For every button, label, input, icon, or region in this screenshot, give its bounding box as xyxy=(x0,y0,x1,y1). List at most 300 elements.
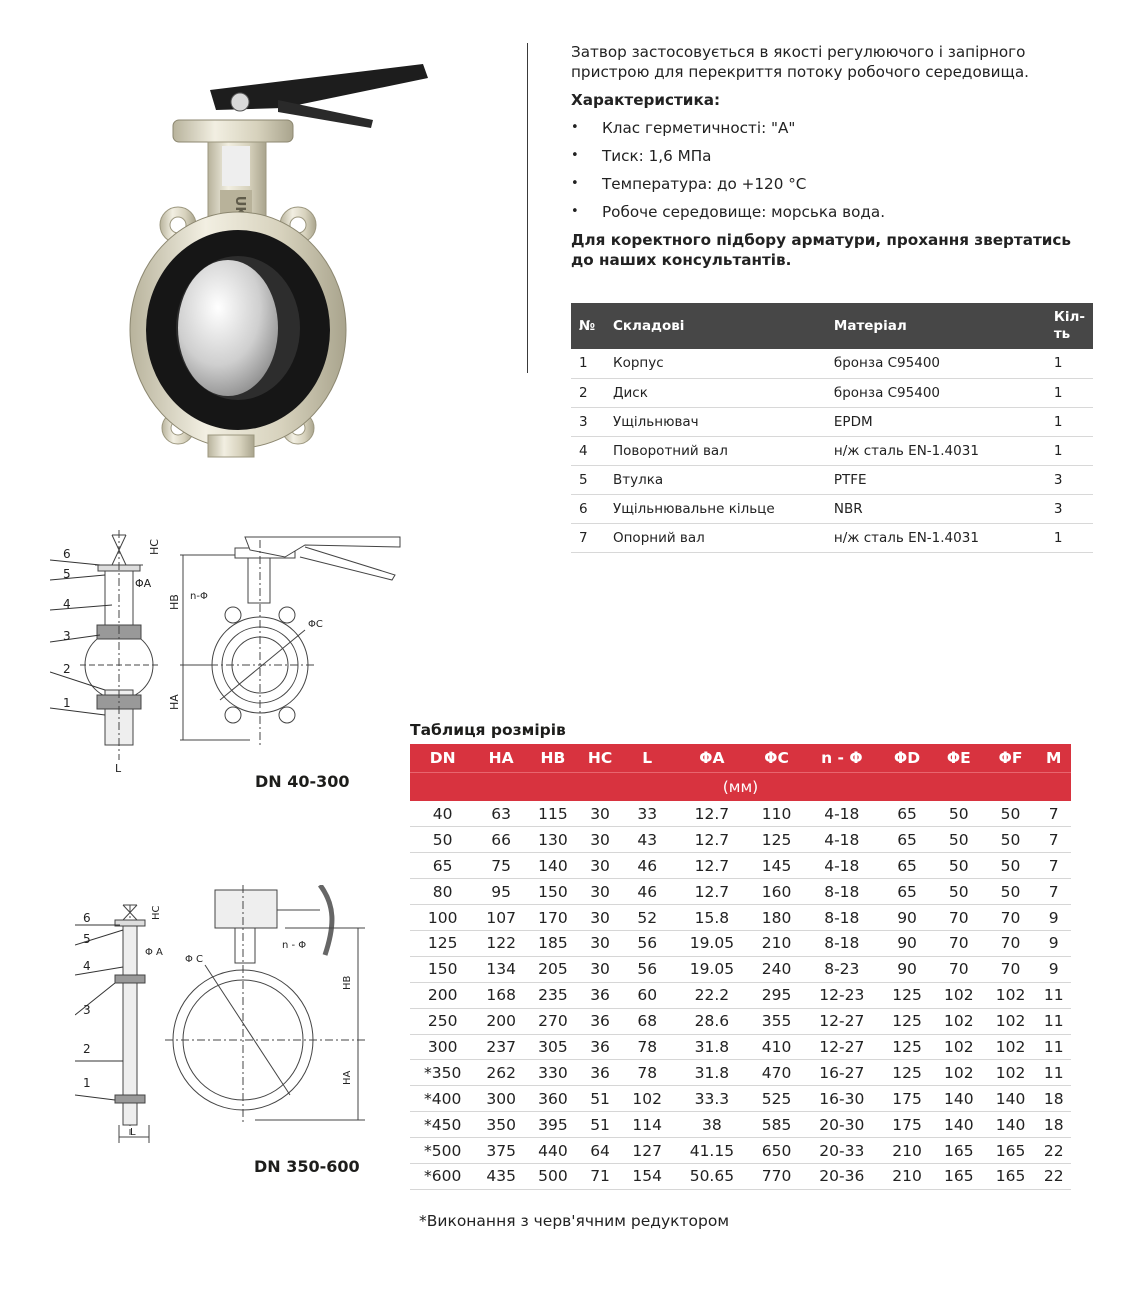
dimension-cell: 50 xyxy=(933,801,985,827)
part-material: н/ж сталь EN-1.4031 xyxy=(826,436,1046,465)
dimension-cell: 330 xyxy=(527,1060,579,1086)
dimension-cell: 68 xyxy=(621,1008,673,1034)
dimensions-row xyxy=(410,879,1071,905)
dimension-cell: 165 xyxy=(933,1138,985,1164)
dimension-cell: 9 xyxy=(1036,956,1071,982)
dimension-cell: 125 xyxy=(881,1008,933,1034)
dimension-cell: 770 xyxy=(751,1163,803,1189)
dimension-cell: 168 xyxy=(475,982,527,1008)
dimension-cell: 12-23 xyxy=(802,982,881,1008)
dimension-cell: 250 xyxy=(410,1008,475,1034)
dimension-cell: 11 xyxy=(1036,1060,1071,1086)
dimension-cell: 154 xyxy=(621,1163,673,1189)
dimension-cell: 134 xyxy=(475,956,527,982)
part-name: Поворотний вал xyxy=(605,436,826,465)
dimensions-row xyxy=(410,905,1071,931)
drawing-dn40-300 xyxy=(50,515,410,784)
dimension-cell: 110 xyxy=(751,801,803,827)
dimension-cell: 127 xyxy=(621,1138,673,1164)
dimension-cell: 205 xyxy=(527,956,579,982)
dimensions-row xyxy=(410,1086,1071,1112)
part-quantity: 3 xyxy=(1046,494,1093,523)
dimension-cell: 235 xyxy=(527,982,579,1008)
dimension-cell: 50 xyxy=(985,801,1037,827)
characteristics-heading: Характеристика: xyxy=(571,91,721,109)
dimensions-col-header: HA xyxy=(475,744,527,772)
callout-1: 1 xyxy=(63,696,71,710)
drawing-label-dn350-600: DN 350-600 xyxy=(254,1157,360,1176)
dimension-cell: 165 xyxy=(933,1163,985,1189)
dimension-cell: 114 xyxy=(621,1112,673,1138)
dimension-cell: 7 xyxy=(1036,879,1071,905)
dimensions-col-header: ΦE xyxy=(933,744,985,772)
dimension-cell: 66 xyxy=(475,827,527,853)
dimensions-row xyxy=(410,930,1071,956)
dimensions-row xyxy=(410,853,1071,879)
dimension-cell: 100 xyxy=(410,905,475,931)
dimension-cell: 115 xyxy=(527,801,579,827)
dimension-cell: 50 xyxy=(410,827,475,853)
col-material: Матеріал xyxy=(826,303,1046,349)
dimension-cell: 170 xyxy=(527,905,579,931)
intro-text: Затвор застосовується в якості регулюючого і запірного пристрою для перекриття потоку робочого середовища. xyxy=(571,43,1029,81)
dimension-cell: 145 xyxy=(751,853,803,879)
part-number: 7 xyxy=(571,523,605,552)
dimension-cell: 130 xyxy=(527,827,579,853)
dimension-cell: 33.3 xyxy=(673,1086,751,1112)
part-material: PTFE xyxy=(826,465,1046,494)
svg-text:5: 5 xyxy=(83,932,91,946)
dimension-cell: 16-30 xyxy=(802,1086,881,1112)
dimension-cell: 65 xyxy=(410,853,475,879)
parts-table-row xyxy=(571,523,1093,552)
dimension-cell: 20-33 xyxy=(802,1138,881,1164)
dimension-cell: 70 xyxy=(985,905,1037,931)
dimension-cell: 7 xyxy=(1036,827,1071,853)
dimension-cell: 50 xyxy=(933,853,985,879)
dimension-cell: 125 xyxy=(410,930,475,956)
dimensions-header-row xyxy=(410,744,1071,772)
svg-text:2: 2 xyxy=(83,1042,91,1056)
dimension-cell: 125 xyxy=(881,982,933,1008)
dimension-cell: 30 xyxy=(579,905,622,931)
dimensions-unit-row xyxy=(410,772,1071,801)
footnote-worm-gear: *Виконання з черв'ячним редуктором xyxy=(419,1212,730,1230)
dimension-cell: 102 xyxy=(933,1060,985,1086)
dimension-cell: 50 xyxy=(933,879,985,905)
dimension-cell: 650 xyxy=(751,1138,803,1164)
dimension-cell: 15.8 xyxy=(673,905,751,931)
dimension-cell: 70 xyxy=(985,930,1037,956)
dimension-cell: *350 xyxy=(410,1060,475,1086)
dimension-cell: 43 xyxy=(621,827,673,853)
callout-3: 3 xyxy=(63,629,71,643)
dimensions-row xyxy=(410,982,1071,1008)
svg-text:HB: HB xyxy=(342,975,353,990)
dimension-cell: 140 xyxy=(933,1112,985,1138)
dimension-cell: 180 xyxy=(751,905,803,931)
callout-2: 2 xyxy=(63,662,71,676)
svg-text:Φ C: Φ C xyxy=(185,954,204,965)
dimension-cell: 71 xyxy=(579,1163,622,1189)
dimension-cell: 4-18 xyxy=(802,827,881,853)
dimension-cell: 4-18 xyxy=(802,801,881,827)
col-component: Складові xyxy=(605,303,826,349)
svg-text:HA: HA xyxy=(342,1070,353,1085)
dimension-cell: 102 xyxy=(933,1008,985,1034)
dimension-cell: 360 xyxy=(527,1086,579,1112)
dimension-cell: 8-18 xyxy=(802,930,881,956)
dimension-cell: 102 xyxy=(985,1060,1037,1086)
dimension-cell: 40 xyxy=(410,801,475,827)
dimension-cell: 46 xyxy=(621,853,673,879)
dimensions-col-header: ΦF xyxy=(985,744,1037,772)
dimension-cell: 210 xyxy=(881,1138,933,1164)
parts-table-row xyxy=(571,436,1093,465)
dimension-cell: 65 xyxy=(881,879,933,905)
dimensions-table-title: Таблиця розмірів xyxy=(410,721,566,739)
part-number: 4 xyxy=(571,436,605,465)
dimension-cell: 470 xyxy=(751,1060,803,1086)
dimension-cell: 122 xyxy=(475,930,527,956)
dimension-cell: 60 xyxy=(621,982,673,1008)
dimension-cell: 50 xyxy=(933,827,985,853)
part-name: Втулка xyxy=(605,465,826,494)
dimension-cell: 375 xyxy=(475,1138,527,1164)
part-number: 3 xyxy=(571,407,605,436)
valve-photo xyxy=(128,60,438,460)
dimension-cell: 355 xyxy=(751,1008,803,1034)
part-material: бронза C95400 xyxy=(826,378,1046,407)
dimensions-row xyxy=(410,1163,1071,1189)
part-name: Ущільнювач xyxy=(605,407,826,436)
svg-text:L: L xyxy=(130,1127,136,1138)
dimension-cell: 18 xyxy=(1036,1086,1071,1112)
dimension-cell: 102 xyxy=(933,1034,985,1060)
part-number: 1 xyxy=(571,349,605,378)
dimension-cell: 395 xyxy=(527,1112,579,1138)
dimension-cell: 36 xyxy=(579,1060,622,1086)
part-quantity: 1 xyxy=(1046,349,1093,378)
dimension-cell: 185 xyxy=(527,930,579,956)
dimension-cell: 500 xyxy=(527,1163,579,1189)
dimension-cell: 8-18 xyxy=(802,879,881,905)
svg-text:3: 3 xyxy=(83,1003,91,1017)
col-quantity: Кіл-ть xyxy=(1046,303,1093,349)
dimension-cell: 12.7 xyxy=(673,827,751,853)
dimension-cell: 65 xyxy=(881,827,933,853)
dimension-cell: 7 xyxy=(1036,801,1071,827)
characteristic-item: • Тиск: 1,6 МПа xyxy=(571,147,712,165)
dimension-cell: 525 xyxy=(751,1086,803,1112)
dimension-cell: 70 xyxy=(933,905,985,931)
dimension-cell: *500 xyxy=(410,1138,475,1164)
dimensions-col-header: ΦC xyxy=(751,744,803,772)
dimension-cell: 30 xyxy=(579,801,622,827)
dimension-cell: 30 xyxy=(579,930,622,956)
dimension-cell: 9 xyxy=(1036,930,1071,956)
dimensions-row xyxy=(410,1008,1071,1034)
dimension-cell: 305 xyxy=(527,1034,579,1060)
part-material: NBR xyxy=(826,494,1046,523)
dimensions-row xyxy=(410,1060,1071,1086)
dimension-cell: 33 xyxy=(621,801,673,827)
consultant-note: Для коректного підбору арматури, прохання звертатись до наших консультантів. xyxy=(571,231,1071,269)
dimensions-row xyxy=(410,801,1071,827)
parts-table-row xyxy=(571,465,1093,494)
svg-text:HB: HB xyxy=(168,594,181,610)
dimension-cell: 11 xyxy=(1036,982,1071,1008)
dimension-cell: 41.15 xyxy=(673,1138,751,1164)
dimension-cell: 102 xyxy=(621,1086,673,1112)
svg-text:HC: HC xyxy=(148,539,161,555)
callout-5: 5 xyxy=(63,567,71,581)
dimension-cell: 51 xyxy=(579,1112,622,1138)
dimensions-table xyxy=(410,744,1071,1190)
dimension-cell: 20-36 xyxy=(802,1163,881,1189)
characteristic-item: • Робоче середовище: морська вода. xyxy=(571,203,886,221)
dimension-cell: 36 xyxy=(579,982,622,1008)
dimension-cell: 435 xyxy=(475,1163,527,1189)
dimensions-col-header: n - Φ xyxy=(802,744,881,772)
col-number: № xyxy=(571,303,605,349)
characteristic-item: • Клас герметичності: "A" xyxy=(571,119,796,137)
part-quantity: 1 xyxy=(1046,523,1093,552)
dimension-cell: 270 xyxy=(527,1008,579,1034)
dimension-cell: 262 xyxy=(475,1060,527,1086)
dimension-cell: 28.6 xyxy=(673,1008,751,1034)
parts-table-header xyxy=(571,303,1093,349)
dimension-cell: 56 xyxy=(621,956,673,982)
dimensions-row xyxy=(410,956,1071,982)
dimension-cell: 18 xyxy=(1036,1112,1071,1138)
dimension-cell: 19.05 xyxy=(673,930,751,956)
svg-text:4: 4 xyxy=(83,959,91,973)
dimension-cell: 210 xyxy=(881,1163,933,1189)
dimension-cell: 350 xyxy=(475,1112,527,1138)
bullet-icon: • xyxy=(571,148,579,163)
dimension-cell: 19.05 xyxy=(673,956,751,982)
dimensions-row xyxy=(410,1112,1071,1138)
dimension-cell: 102 xyxy=(933,982,985,1008)
dimension-cell: 140 xyxy=(527,853,579,879)
dimension-cell: 300 xyxy=(410,1034,475,1060)
dimension-cell: 12.7 xyxy=(673,853,751,879)
dimension-cell: 12-27 xyxy=(802,1034,881,1060)
dimension-cell: 210 xyxy=(751,930,803,956)
part-name: Диск xyxy=(605,378,826,407)
dimension-cell: 70 xyxy=(933,956,985,982)
dimension-cell: 240 xyxy=(751,956,803,982)
parts-table xyxy=(571,303,1093,553)
svg-text:n - Φ: n - Φ xyxy=(282,940,307,951)
dimension-cell: 75 xyxy=(475,853,527,879)
characteristics-list xyxy=(571,118,1091,230)
dimension-cell: 12.7 xyxy=(673,801,751,827)
dimension-cell: 50 xyxy=(985,879,1037,905)
part-name: Ущільнювальне кільце xyxy=(605,494,826,523)
dimension-cell: 36 xyxy=(579,1034,622,1060)
dimensions-col-header: HB xyxy=(527,744,579,772)
dimension-cell: 56 xyxy=(621,930,673,956)
part-material: EPDM xyxy=(826,407,1046,436)
dimension-cell: 4-18 xyxy=(802,853,881,879)
dimensions-row xyxy=(410,1034,1071,1060)
dimension-cell: 237 xyxy=(475,1034,527,1060)
part-quantity: 1 xyxy=(1046,378,1093,407)
dimensions-row xyxy=(410,827,1071,853)
dimension-cell: 9 xyxy=(1036,905,1071,931)
dimension-cell: *450 xyxy=(410,1112,475,1138)
dimension-cell: 31.8 xyxy=(673,1060,751,1086)
dimension-cell: 11 xyxy=(1036,1008,1071,1034)
part-quantity: 1 xyxy=(1046,436,1093,465)
dimension-cell: 30 xyxy=(579,879,622,905)
dimension-cell: 165 xyxy=(985,1138,1037,1164)
svg-text:Φ A: Φ A xyxy=(145,947,163,958)
parts-table-row xyxy=(571,349,1093,378)
dimension-cell: 440 xyxy=(527,1138,579,1164)
dimensions-row xyxy=(410,1138,1071,1164)
dimension-cell: 125 xyxy=(881,1060,933,1086)
dimension-cell: 50 xyxy=(985,853,1037,879)
dimension-cell: 7 xyxy=(1036,853,1071,879)
dimension-cell: 22 xyxy=(1036,1163,1071,1189)
dimension-cell: 31.8 xyxy=(673,1034,751,1060)
dimension-cell: 22 xyxy=(1036,1138,1071,1164)
part-number: 6 xyxy=(571,494,605,523)
dimension-cell: 585 xyxy=(751,1112,803,1138)
dimension-cell: 78 xyxy=(621,1060,673,1086)
dimension-cell: 78 xyxy=(621,1034,673,1060)
dimension-cell: 95 xyxy=(475,879,527,905)
dimension-cell: 16-27 xyxy=(802,1060,881,1086)
drawing-dn350-600 xyxy=(75,885,375,1149)
dimension-cell: 90 xyxy=(881,930,933,956)
dimension-cell: 165 xyxy=(985,1163,1037,1189)
dimension-cell: 175 xyxy=(881,1086,933,1112)
dimension-cell: 65 xyxy=(881,853,933,879)
dimension-cell: 125 xyxy=(881,1034,933,1060)
dimension-cell: 70 xyxy=(933,930,985,956)
dimension-cell: 11 xyxy=(1036,1034,1071,1060)
dimension-cell: 410 xyxy=(751,1034,803,1060)
product-description xyxy=(571,42,1091,270)
part-number: 2 xyxy=(571,378,605,407)
bullet-icon: • xyxy=(571,204,579,219)
dimensions-col-header: DN xyxy=(410,744,475,772)
dimension-cell: 30 xyxy=(579,853,622,879)
parts-table-row xyxy=(571,378,1093,407)
dimensions-col-header: ΦD xyxy=(881,744,933,772)
dimension-cell: 36 xyxy=(579,1008,622,1034)
dimension-cell: 80 xyxy=(410,879,475,905)
dimension-cell: 140 xyxy=(985,1112,1037,1138)
dimension-cell: 70 xyxy=(985,956,1037,982)
svg-text:HC: HC xyxy=(151,905,162,920)
callout-6: 6 xyxy=(63,547,71,561)
parts-table-row xyxy=(571,407,1093,436)
dimension-cell: 140 xyxy=(985,1086,1037,1112)
svg-text:1: 1 xyxy=(83,1076,91,1090)
bullet-icon: • xyxy=(571,176,579,191)
svg-text:6: 6 xyxy=(83,911,91,925)
dimension-cell: 175 xyxy=(881,1112,933,1138)
dimension-cell: 20-30 xyxy=(802,1112,881,1138)
dimension-cell: 30 xyxy=(579,827,622,853)
dimension-cell: 160 xyxy=(751,879,803,905)
dimension-cell: 8-23 xyxy=(802,956,881,982)
unit-label: (мм) xyxy=(410,772,1071,801)
drawing-label-dn40-300: DN 40-300 xyxy=(255,772,350,791)
dimension-cell: 200 xyxy=(410,982,475,1008)
dimension-cell: 150 xyxy=(527,879,579,905)
dimension-cell: *400 xyxy=(410,1086,475,1112)
dimension-cell: 102 xyxy=(985,982,1037,1008)
dimension-cell: 90 xyxy=(881,956,933,982)
dimension-cell: 22.2 xyxy=(673,982,751,1008)
part-name: Опорний вал xyxy=(605,523,826,552)
part-quantity: 3 xyxy=(1046,465,1093,494)
svg-text:L: L xyxy=(115,762,122,775)
vertical-divider xyxy=(527,43,528,373)
dimension-cell: 64 xyxy=(579,1138,622,1164)
dimensions-col-header: HC xyxy=(579,744,622,772)
dimension-cell: 125 xyxy=(751,827,803,853)
dimension-cell: 46 xyxy=(621,879,673,905)
dimension-cell: 51 xyxy=(579,1086,622,1112)
part-material: бронза C95400 xyxy=(826,349,1046,378)
part-material: н/ж сталь EN-1.4031 xyxy=(826,523,1046,552)
dimensions-col-header: L xyxy=(621,744,673,772)
dimension-cell: 107 xyxy=(475,905,527,931)
dimension-cell: 200 xyxy=(475,1008,527,1034)
dimensions-col-header: M xyxy=(1036,744,1071,772)
svg-text:ΦA: ΦA xyxy=(135,577,152,590)
dimension-cell: 102 xyxy=(985,1008,1037,1034)
dimension-cell: *600 xyxy=(410,1163,475,1189)
part-number: 5 xyxy=(571,465,605,494)
svg-text:HA: HA xyxy=(168,694,181,710)
svg-text:ΦC: ΦC xyxy=(308,619,323,630)
dimension-cell: 102 xyxy=(985,1034,1037,1060)
butterfly-valve-image xyxy=(128,60,438,460)
dimension-cell: 90 xyxy=(881,905,933,931)
part-quantity: 1 xyxy=(1046,407,1093,436)
part-name: Корпус xyxy=(605,349,826,378)
dimension-cell: 300 xyxy=(475,1086,527,1112)
dimension-cell: 30 xyxy=(579,956,622,982)
characteristic-item: • Температура: до +120 °C xyxy=(571,175,807,193)
parts-table-row xyxy=(571,494,1093,523)
dimension-cell: 63 xyxy=(475,801,527,827)
bullet-icon: • xyxy=(571,120,579,135)
svg-text:n-Φ: n-Φ xyxy=(190,591,208,602)
dimension-cell: 65 xyxy=(881,801,933,827)
dimension-cell: 12-27 xyxy=(802,1008,881,1034)
dimension-cell: 150 xyxy=(410,956,475,982)
dimensions-col-header: ΦA xyxy=(673,744,751,772)
dimension-cell: 12.7 xyxy=(673,879,751,905)
dimension-cell: 50 xyxy=(985,827,1037,853)
dimension-cell: 38 xyxy=(673,1112,751,1138)
callout-4: 4 xyxy=(63,597,71,611)
dimension-cell: 8-18 xyxy=(802,905,881,931)
dimension-cell: 52 xyxy=(621,905,673,931)
dimension-cell: 50.65 xyxy=(673,1163,751,1189)
dimension-cell: 140 xyxy=(933,1086,985,1112)
dimension-cell: 295 xyxy=(751,982,803,1008)
